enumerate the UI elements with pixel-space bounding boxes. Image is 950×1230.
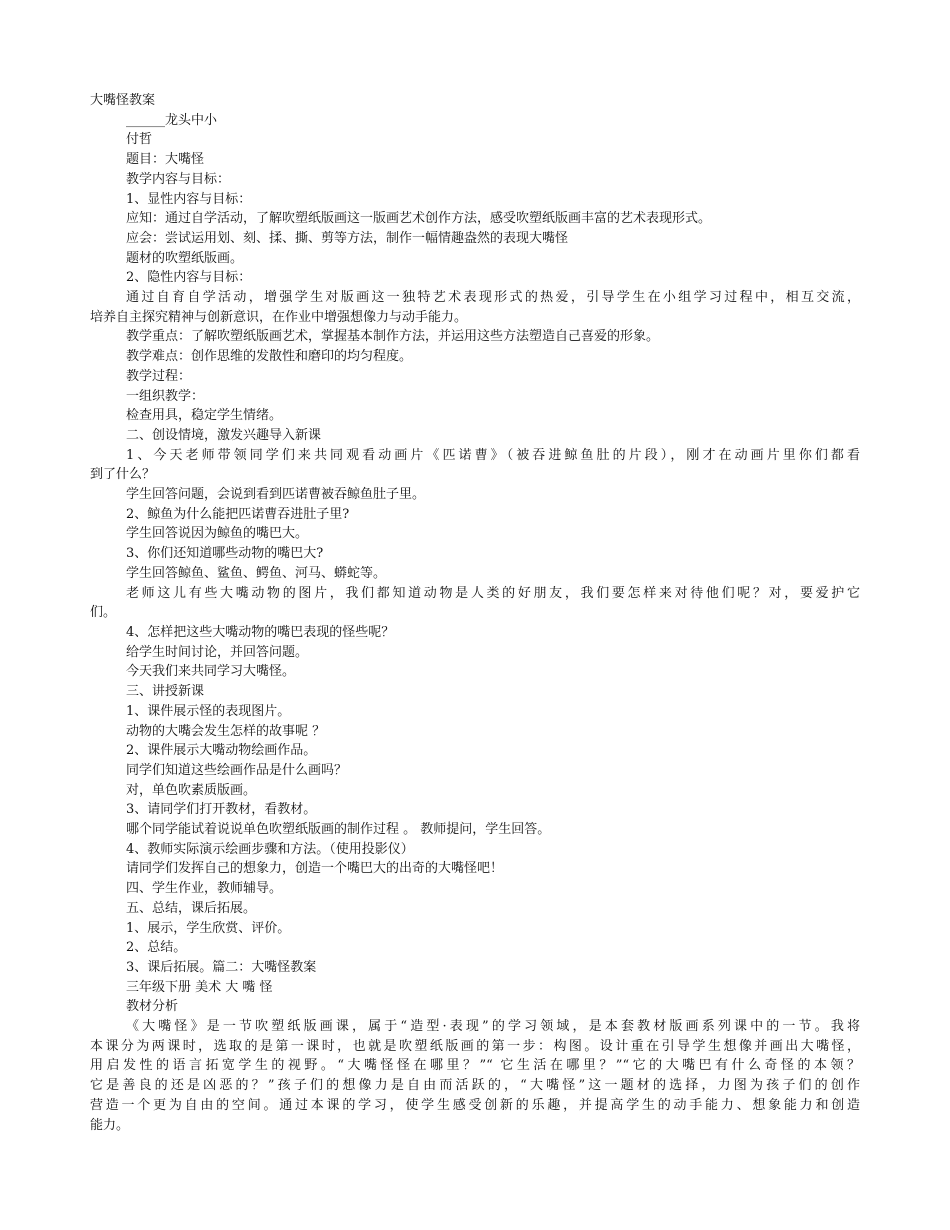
text-line: 请同学们发挥自己的想象力，创造一个嘴巴大的出奇的大嘴怪吧！ xyxy=(126,861,504,877)
text-line: ______龙头中小 xyxy=(126,112,218,128)
text-line: 题材的吹塑纸版画。 xyxy=(126,250,244,266)
text-line: 《大嘴怪》是一节吹塑纸版画课，属于“造型·表现”的学习领域，是本套教材版画系列课中的一节。我将 xyxy=(126,1019,860,1035)
text-line: 能力。 xyxy=(90,1117,130,1133)
text-line: 老师这儿有些大嘴动物的图片，我们都知道动物是人类的好朋友，我们要怎样来对待他们呢？对，要爱护它 xyxy=(126,585,860,601)
text-line: 2、鲸鱼为什么能把匹诺曹吞进肚子里? xyxy=(126,506,350,522)
text-line: 1、课件展示怪的表现图片。 xyxy=(126,703,291,719)
text-line: 对，单色吹素质版画。 xyxy=(126,782,257,798)
text-line: 应知：通过自学活动，了解吹塑纸版画这一版画艺术创作方法，感受吹塑纸版画丰富的艺术表现形式。 xyxy=(126,211,712,227)
text-line: 到了什么？ xyxy=(90,467,156,483)
text-line: 应会：尝试运用划、刻、揉、撕、剪等方法，制作一幅情趣盎然的表现大嘴怪 xyxy=(126,230,569,246)
text-line: 学生回答鲸鱼、鲨鱼、鳄鱼、河马、蟒蛇等。 xyxy=(126,565,387,581)
text-line: 1、显性内容与目标： xyxy=(126,191,252,207)
text-line: 用启发性的语言拓宽学生的视野。“大嘴怪怪在哪里？”“ 它生活在哪里？”“它的大嘴巴有什么奇怪的本领？ xyxy=(90,1058,860,1074)
text-line: 教学过程： xyxy=(126,368,192,384)
text-line: 二、创设情境，激发兴趣导入新课 xyxy=(126,427,322,443)
text-line: 今天我们来共同学习大嘴怪。 xyxy=(126,664,296,680)
text-line: 3、你们还知道哪些动物的嘴巴大? xyxy=(126,546,324,562)
text-line: 2、隐性内容与目标： xyxy=(126,270,252,286)
text-line: 3、请同学们打开教材，看教材。 xyxy=(126,802,317,818)
text-line: 教材分析 xyxy=(126,999,179,1015)
text-line: 三、讲授新课 xyxy=(126,684,205,700)
text-line: 2、总结。 xyxy=(126,940,187,956)
text-line: 付哲 xyxy=(126,132,153,148)
text-line: 学生回答说因为鲸鱼的嘴巴大。 xyxy=(126,526,309,542)
text-line: 学生回答问题，会说到看到匹诺曹被吞鲸鱼肚子里。 xyxy=(126,487,426,503)
text-line: 检查用具，稳定学生情绪。 xyxy=(126,408,283,424)
text-line: 教学内容与目标： xyxy=(126,171,231,187)
text-line: 们。 xyxy=(90,605,117,621)
text-line: 3、课后拓展。篇二：大嘴怪教案 xyxy=(126,959,317,975)
text-line: 通过自育自学活动，增强学生对版画这一独特艺术表现形式的热爱，引导学生在小组学习过程中，相互交流， xyxy=(126,290,860,306)
text-line: 本课分为两课时，选取的是第一课时，也就是吹塑纸版画的第一步：构图。设计重在引导学生想像并画出大嘴怪， xyxy=(90,1038,860,1054)
text-line: 2、课件展示大嘴动物绘画作品。 xyxy=(126,743,317,759)
text-line: 题目：大嘴怪 xyxy=(126,152,205,168)
text-line: 教学重点：了解吹塑纸版画艺术，掌握基本制作方法，并运用这些方法塑造自己喜爱的形象。 xyxy=(126,329,660,345)
text-line: 同学们知道这些绘画作品是什么画吗？ xyxy=(126,762,348,778)
text-line: 教学难点：创作思维的发散性和磨印的均匀程度。 xyxy=(126,349,413,365)
text-line: 培养自主探究精神与创新意识，在作业中增强想像力与动手能力。 xyxy=(90,309,468,325)
text-line: 动物的大嘴会发生怎样的故事呢 ？ xyxy=(126,723,326,739)
text-line: 1、今天老师带领同学们来共同观看动画片《匹诺曹》（被吞进鲸鱼肚的片段），刚才在动画片里你们都看 xyxy=(126,447,860,463)
text-line: 三年级下册 美术 大 嘴 怪 xyxy=(126,979,273,995)
document-page xyxy=(90,91,860,1135)
text-line: 一组织教学： xyxy=(126,388,205,404)
text-line: 营造一个更为自由的空间。通过本课的学习，使学生感受创新的乐趣，并提高学生的动手能力、想象能力和创造 xyxy=(90,1097,860,1113)
text-line: 它是善良的还是凶恶的？”孩子们的想像力是自由而活跃的，“大嘴怪”这一题材的选择，力图为孩子们的创作 xyxy=(90,1078,860,1094)
document-title: 大嘴怪教案 xyxy=(90,93,156,108)
text-line: 哪个同学能试着说说单色吹塑纸版画的制作过程 。 教师提问，学生回答。 xyxy=(126,822,551,838)
text-line: 1、展示，学生欣赏、评价。 xyxy=(126,920,291,936)
text-line: 给学生时间讨论，并回答问题。 xyxy=(126,644,309,660)
text-line: 五、总结，课后拓展。 xyxy=(126,900,257,916)
text-line: 四、学生作业，教师辅导。 xyxy=(126,881,283,897)
text-line: 4、教师实际演示绘画步骤和方法。（使用投影仪） xyxy=(126,841,414,857)
text-line: 4、怎样把这些大嘴动物的嘴巴表现的怪些呢？ xyxy=(126,624,395,640)
